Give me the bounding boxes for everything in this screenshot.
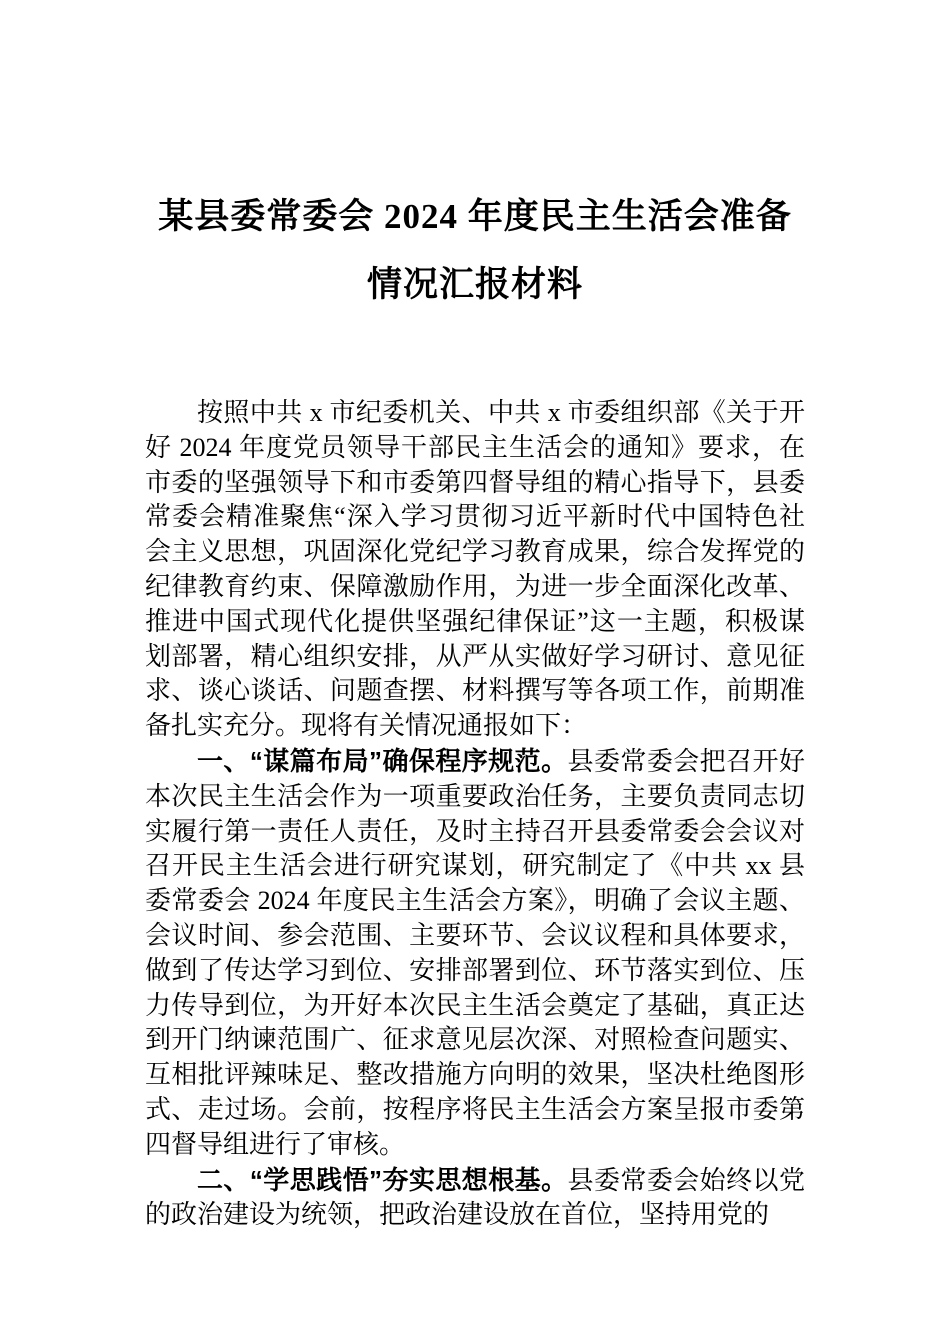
document-body	[145, 395, 805, 1233]
paragraph-intro-text: 按照中共 x 市纪委机关、中共 x 市委组织部《关于开好 2024 年度党员领导干部民主生活会的通知》要求，在市委的坚强领导下和市委第四督导组的精心指导下，县委常委会精准聚焦“深入学习贯彻习近平新时代中国特色社会主义思想，巩固深化党纪学习教育成果，综合发挥党的纪律教育约束、保障激励作用，为进一步全面深化改革、推进中国式现代化提供坚强纪律保证”这一主题，积极谋划部署，精心组织安排，从严从实做好学习研讨、意见征求、谈心谈话、问题查摆、材料撰写等各项工作，前期准备扎实充分。现将有关情况通报如下：	[145, 398, 805, 741]
paragraph-intro	[145, 395, 805, 744]
section-1-text: 县委常委会把召开好本次民主生活会作为一项重要政治任务，主要负责同志切实履行第一责任人责任，及时主持召开县委常委会会议对召开民主生活会进行研究谋划，研究制定了《中共 xx 县委常委会 2024 年度民主生活会方案》，明确了会议主题、会议时间、参会范围、主要环节、会议议程和具体要求，做到了传达学习到位、安排部署到位、环节落实到位、压力传导到位，为开好本次民主生活会奠定了基础，真正达到开门纳谏范围广、征求意见层次深、对照检查问题实、互相批评辣味足、整改措施方向明的效果，坚决杜绝图形式、走过场。会前，按程序将民主生活会方案呈报市委第四督导组进行了审核。	[145, 746, 805, 1159]
paragraph-section-2	[145, 1163, 805, 1234]
paragraph-section-1	[145, 744, 805, 1163]
document-title: 某县委常委会 2024 年度民主生活会准备情况汇报材料	[158, 197, 792, 304]
section-2-heading: 二、“学思践悟”夯实思想根基。	[197, 1164, 568, 1195]
section-1-heading: 一、“谋篇布局”确保程序规范。	[197, 745, 568, 776]
section-2-text: 县委常委会始终以党的政治建设为统领，把政治建设放在首位，坚持用党的	[145, 1165, 805, 1230]
